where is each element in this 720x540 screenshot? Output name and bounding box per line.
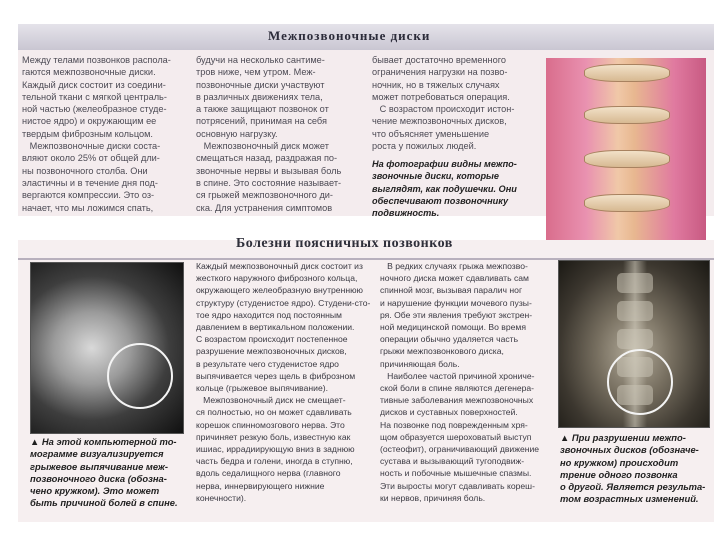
section-header-bar xyxy=(18,24,714,50)
text-column-2: В редких случаях грыжа межпозво- ночного диска может сдавливать сам спинной мозг, вызывая паралич ног и нарушение функции мочевого пузы- ря. Обе эти явления требуют экстрен- ной медицинской помощи. Во время операции обычно удаляется часть грыжи межпозвонкового диска, причиняющая боль. Наиболее частой причиной хрониче- ской боли в спине являются дегенера- тивные заболевания межпозвоночных дисков и суставных поверхностей. На позвонке под поврежденным хря- щом образуется шероховатый выступ (остеофит), ограничивающий движение сустава и вызывающий тугоподвиж- ность и побочные мышечные спазмы. Эти выросты могут сдавливать кореш- ки нервов, причиняя боль. xyxy=(380,261,540,503)
disc-shape xyxy=(584,150,670,168)
spine-photo xyxy=(546,58,706,240)
highlight-circle xyxy=(607,349,673,415)
xray-image xyxy=(558,260,710,428)
ct-scan-image xyxy=(30,262,184,434)
disc-shape xyxy=(584,194,670,212)
disc-shape xyxy=(584,106,670,124)
lumbar-diseases-section xyxy=(18,236,714,522)
highlight-circle xyxy=(107,343,173,409)
ct-caption: ▲ На этой компьютерной то- мограмме визуализируется грыжевое выпячивание меж- позвоночного диска (обозна- чено кружком). Это может быть причиной болей в спине. xyxy=(30,436,178,509)
text-column-1: Между телами позвонков распола- гаются межпозвоночные диски. Каждый диск состоит из соедини- тельной ткани с мягкой централь- ной частью (желеобразное студе- нистое ядро) и окружающим ее твердым фиброзным кольцом. Межпозвоночные диски соста- вляют около 25% от общей дли- ны позвоночного столба. Они эластичны и в течение дня под- вергаются компрессии. Это оз- начает, что мы ложимся спать, xyxy=(22,55,171,213)
section-title: Межпозвоночные диски xyxy=(268,28,431,43)
section-title: Болезни поясничных позвонков xyxy=(236,236,453,251)
intervertebral-discs-section xyxy=(18,24,714,219)
vertebra-shape xyxy=(617,301,653,321)
xray-caption: ▲ При разрушении межпо- звоночных дисков (обозначе- но кружком) происходит трение одного позвонка о другой. Является результа- том возрастных изменений. xyxy=(560,432,706,505)
photo-caption: На фотографии видны межпо- звоночные диски, которые выглядят, как подушечки. Они обеспечивают позвоночнику подвижность. xyxy=(372,159,517,219)
vertebra-shape xyxy=(617,329,653,349)
disc-shape xyxy=(584,64,670,82)
text-column-3: бывает достаточно временного ограничения нагрузки на позво- ночник, но в тяжелых случаях может потребоваться операция. С возрастом происходит истон- чение межпозвоночных дисков, что объясняет уменьшение роста у пожилых людей. xyxy=(372,55,515,152)
vertebra-shape xyxy=(617,273,653,293)
text-column-2: будучи на несколько сантиме- тров ниже, чем утром. Меж- позвоночные диски участвуют в различных движениях тела, а также защищают позвонок от потрясений, принимая на себя основную нагрузку. Межпозвоночный диск может смещаться назад, раздражая по- звоночные нервы и вызывая боль в спине. Это состояние называет- ся грыжей межпозвоночного ди- ска. Для устранения симптомов xyxy=(196,55,342,213)
text-column-1: Каждый межпозвоночный диск состоит из жесткого наружного фиброзного кольца, окружающего желеобразную внутреннюю структуру (студенистое ядро). Студени-сто- тое ядро находится под постоянным давлением в вертикальном положении. С возрастом происходит постепенное разрушение межпозвоночных дисков, в результате чего студенистое ядро выпячивается через щель в фиброзном кольце (грыжевое выпячивание). Межпозвоночный диск не смещает- ся полностью, но он может сдавливать корешок спинномозгового нерва. Это причиняет резкую боль, известную как ишиас, иррадиирующую вниз в заднюю часть бедра и голени, иногда в ступню, вдоль седалищного нерва (главного нерва, иннервирующего нижние конечности). xyxy=(196,261,371,503)
